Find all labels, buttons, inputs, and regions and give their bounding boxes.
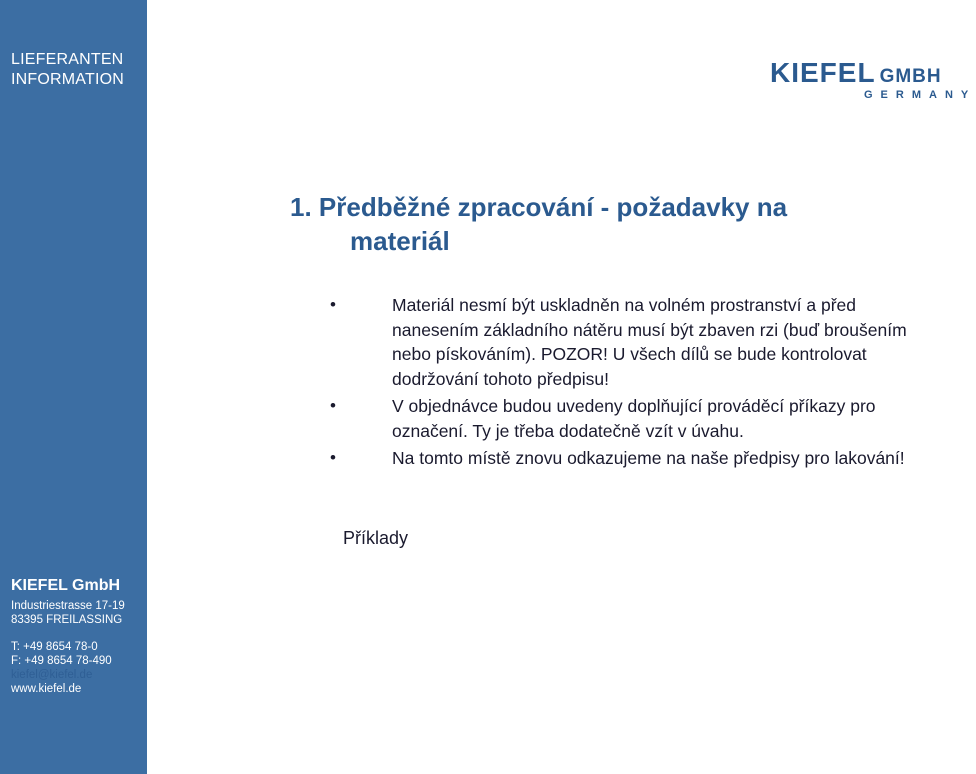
sidebar-header-line1: LIEFERANTEN (11, 51, 124, 68)
requirements-list (330, 293, 920, 474)
sidebar (0, 0, 147, 774)
sidebar-city: 83395 FREILASSING (11, 614, 123, 626)
sidebar-email-link[interactable]: kiefel@kiefel.de (11, 669, 93, 681)
page-title-line1: 1. Předběžné zpracování - požadavky na (290, 192, 788, 222)
bullet-icon: • (330, 448, 336, 467)
logo-name: KIEFEL (770, 57, 876, 88)
list-item (330, 394, 920, 443)
list-item-text: V objednávce budou uvedeny doplňující prováděcí příkazy pro označení. Ty je třeba dodatečně vzít v úvahu. (392, 396, 876, 441)
sidebar-header-line2: INFORMATION (11, 71, 125, 88)
page-title (290, 190, 890, 258)
sidebar-street: Industriestrasse 17-19 (11, 600, 125, 612)
list-item-text: Na tomto místě znovu odkazujeme na naše předpisy pro lakování! (392, 448, 905, 468)
list-item-text: Materiál nesmí být uskladněn na volném prostranství a před nanesením základního nátěru musí být zbaven rzi (buď broušením nebo pískováním). POZOR! U všech dílů se bude kontrolovat dodržování tohoto předpisu! (392, 295, 907, 389)
logo-suffix: GMBH (879, 66, 942, 87)
bullet-icon: • (330, 396, 336, 415)
company-logo (770, 57, 976, 105)
logo-country: GERMANY (864, 89, 976, 101)
sidebar-company-name: KIEFEL GmbH (11, 577, 121, 594)
list-item (330, 293, 920, 391)
bullet-icon: • (330, 295, 336, 314)
sidebar-fax: F: +49 8654 78-490 (11, 655, 112, 667)
sidebar-header (11, 50, 124, 90)
list-item (330, 446, 920, 471)
examples-label: Příklady (343, 528, 409, 548)
page-title-line2: materiál (350, 226, 450, 256)
sidebar-phone: T: +49 8654 78-0 (11, 641, 98, 653)
sidebar-web-link[interactable]: www.kiefel.de (11, 683, 82, 695)
